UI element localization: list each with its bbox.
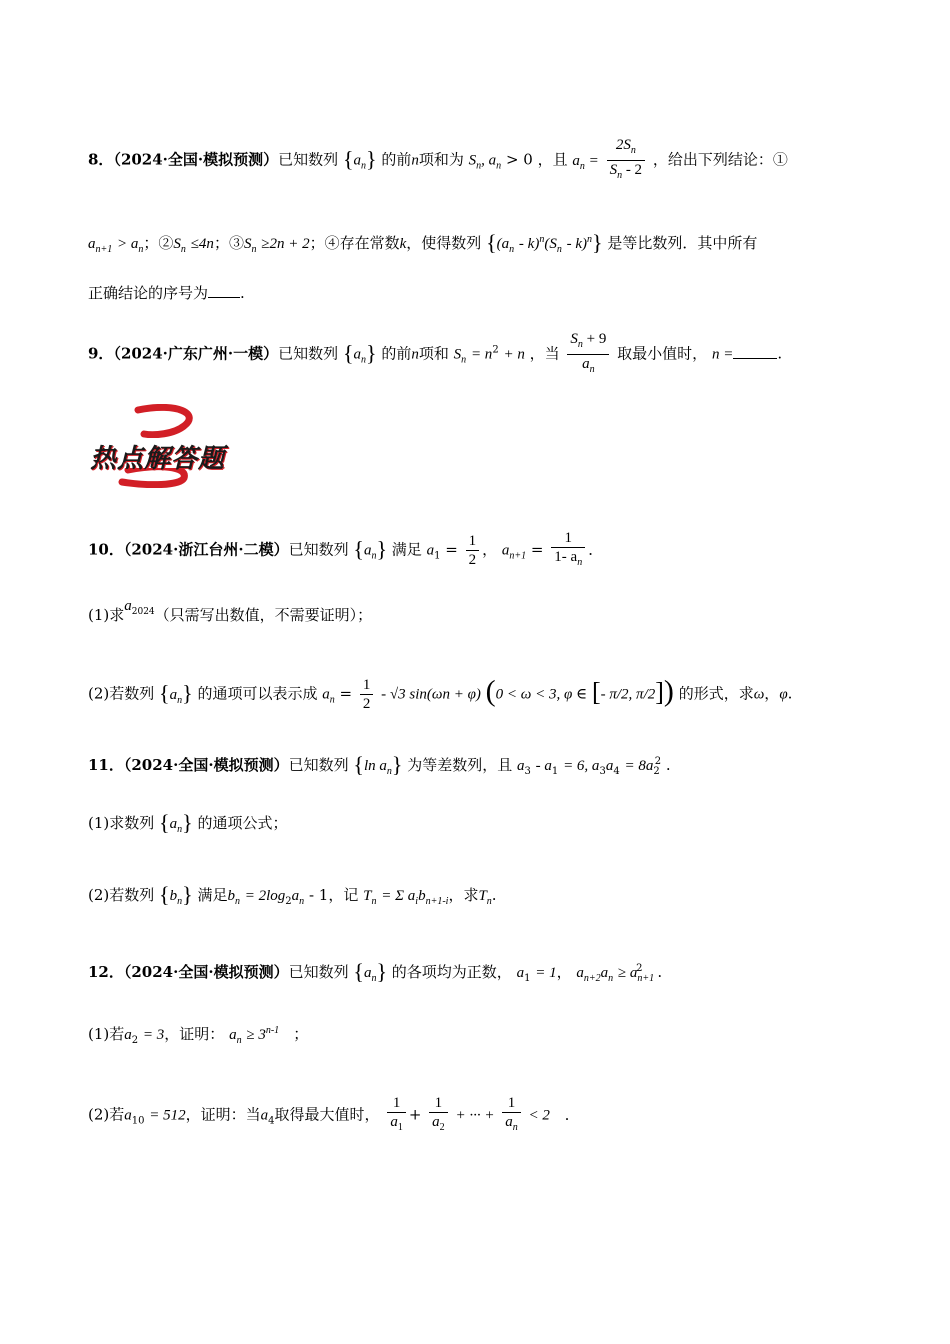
fnum: 1 bbox=[466, 532, 480, 551]
q8-text: 正确结论的序号为 bbox=[88, 284, 209, 302]
q8-text: ，且 bbox=[537, 150, 568, 169]
brace: { bbox=[486, 230, 497, 255]
fraction: $\frac{1}{a_1}$ bbox=[387, 1094, 406, 1137]
dot: . bbox=[787, 684, 793, 703]
q12-number: 12． bbox=[88, 963, 124, 981]
dot: . bbox=[564, 1105, 570, 1124]
brace: } bbox=[376, 536, 387, 562]
brace: } bbox=[182, 882, 193, 907]
q10-part2: (2)若数列 $\{a_n\}$ 的通项可以表示成 $a_n$ = $\frac{1}{2}$ - √3 sin(ωn + φ) (0 < ω < 3, φ ∈ [- π/2, π/2]) 的形式，求ω，φ. bbox=[88, 674, 793, 712]
q10-text: (1)求 bbox=[88, 606, 125, 624]
var-a: a bbox=[124, 598, 132, 614]
q9-text: ，当 bbox=[529, 344, 560, 363]
q9-text: 已知数列 bbox=[278, 344, 339, 363]
answer-blank[interactable] bbox=[733, 344, 777, 359]
q10-line1: 10．（2024·浙江台州·二模）已知数列 $\{a_n\}$ 满足 $a_1$ = $\frac{1}{2}$ ， $a_{n+1}$ = $\frac{1}{1- a_n}$ ． bbox=[88, 529, 603, 572]
cond: > 0 bbox=[505, 150, 533, 169]
section-logo bbox=[88, 404, 238, 488]
seq-a: $a_n$ bbox=[169, 816, 183, 835]
q12-text: 已知数列 bbox=[288, 963, 349, 981]
eq: = 1 bbox=[535, 965, 557, 981]
var-a: a bbox=[124, 1107, 132, 1124]
dot: . bbox=[491, 886, 497, 904]
q9-number: 9． bbox=[88, 344, 114, 363]
section-title-text: 热点解答题 bbox=[90, 444, 226, 474]
fnum: 1 bbox=[387, 1094, 406, 1113]
q9-source: （2024·广东广州·一模） bbox=[113, 344, 279, 363]
minus-one: - 1 bbox=[308, 886, 329, 904]
eq: = bbox=[445, 540, 458, 559]
seq-a: a bbox=[353, 346, 361, 363]
expr: (a bbox=[496, 236, 510, 252]
fden2: - 2 bbox=[625, 162, 643, 178]
fden: a bbox=[505, 1114, 513, 1130]
seq-a: $a_n$ bbox=[169, 686, 183, 706]
brace: { bbox=[159, 882, 170, 907]
var-a: a bbox=[501, 542, 510, 559]
var-a: $a_n$ = bbox=[572, 152, 599, 172]
eq-a1: - a bbox=[535, 758, 552, 774]
var-a: a bbox=[124, 1027, 132, 1043]
brace: } bbox=[366, 340, 377, 366]
dot: ． bbox=[588, 540, 604, 559]
seq-ln: ln a bbox=[363, 758, 387, 774]
var-a: a bbox=[516, 965, 525, 981]
q10-text: 的通项可以表示成 bbox=[197, 684, 318, 703]
fnum2: + 9 bbox=[586, 331, 607, 347]
fraction bbox=[466, 532, 480, 569]
q12-line1: 12．（2024·全国·模拟预测）已知数列 $\{a_n\}$ 的各项均为正数， $a_1 = 1$， $a_{n+2}a_n \ge a_{n+1}^2$ . bbox=[88, 959, 663, 984]
eq-a4: a bbox=[605, 758, 614, 774]
fnum: 1 bbox=[429, 1094, 448, 1113]
var-a: a bbox=[260, 1107, 269, 1124]
omega: ω bbox=[753, 686, 765, 703]
dot: . bbox=[665, 756, 671, 774]
expr4: - k) bbox=[566, 236, 588, 252]
var-a: a bbox=[291, 888, 300, 904]
var-n: n bbox=[411, 346, 419, 363]
q9-text: . bbox=[777, 344, 783, 363]
q10-text: 的形式，求 bbox=[678, 684, 754, 703]
var-s: S bbox=[453, 346, 462, 363]
brace: } bbox=[182, 810, 193, 835]
fden: S bbox=[609, 162, 618, 178]
q9-text: 的前 bbox=[381, 344, 412, 363]
eq-part: = 6, a bbox=[563, 758, 600, 774]
q8-text: 的前 bbox=[381, 150, 412, 169]
interval: - π/2, π/2 bbox=[600, 686, 656, 703]
sn2: = n bbox=[470, 346, 493, 363]
q8-text: 已知数列 bbox=[278, 150, 339, 169]
q8-line1: 8．（2024·全国·模拟预测）已知数列 $\{a_n\}$ 的前n项和为 $S_n$, $a_n > 0$ ，且 $a_n$ = $\frac{2S_n}{S_n - 2}$ ，给出下列结论：① bbox=[88, 136, 788, 185]
fraction: $\frac{2S_n}{S_n - 2}$ bbox=[607, 136, 646, 185]
brace: { bbox=[353, 536, 364, 562]
dot: . bbox=[657, 963, 663, 981]
eq-part: = 8a bbox=[624, 758, 654, 774]
eq-a3: a bbox=[517, 758, 525, 774]
var-a: , a bbox=[481, 152, 497, 169]
ellipsis: + ··· + bbox=[455, 1107, 495, 1124]
q12-text: (2)若 bbox=[88, 1105, 125, 1124]
log: = 2log bbox=[244, 888, 286, 904]
brace: { bbox=[159, 680, 170, 706]
q10-source: （2024·浙江台州·二模） bbox=[123, 540, 289, 559]
var-a: a bbox=[426, 542, 435, 559]
expr3: (S bbox=[544, 236, 557, 252]
var-s: S bbox=[468, 152, 477, 169]
q12-text: 的各项均为正数， bbox=[391, 963, 512, 981]
q8-text: . bbox=[240, 284, 245, 302]
var-n: n bbox=[411, 152, 419, 169]
q10-number: 10． bbox=[88, 540, 124, 559]
fden: 2 bbox=[468, 552, 477, 568]
q12-text: (1)若 bbox=[88, 1025, 125, 1043]
fnum: 1 bbox=[551, 529, 585, 548]
fden: 1- a bbox=[554, 549, 578, 565]
q11-text: ，记 bbox=[328, 886, 359, 904]
paren: ( bbox=[485, 674, 496, 708]
var-a: a bbox=[322, 686, 330, 703]
q11-part2: (2)若数列 $\{b_n\}$ 满足$b_n = 2\log_2a_n - 1$，记 $T_n = \Sigma$ $a_ib_{n+1-i}$，求$T_n$. bbox=[88, 882, 497, 907]
seq-a: a bbox=[353, 152, 361, 169]
q8-text: ，使得数列 bbox=[406, 234, 482, 252]
q12-text: ； bbox=[293, 1025, 309, 1043]
var-t: T bbox=[363, 888, 372, 904]
r3b: ≥2n + 2 bbox=[261, 236, 310, 252]
q11-text: (1)求数列 bbox=[88, 814, 155, 832]
q11-text: 满足 bbox=[197, 886, 228, 904]
brace: { bbox=[353, 752, 364, 777]
q11-text: (2)若数列 bbox=[88, 886, 155, 904]
fnum: 1 bbox=[360, 676, 374, 695]
q11-line1: 11．（2024·全国·模拟预测）已知数列 {ln $a_n$} 为等差数列，且 $a_3 - a_1 = 6$, $a_3a_4 = 8a_2^2$ . bbox=[88, 752, 671, 777]
q8-line2: $a_{n+1} > a_n$；$②S_n \le 4n$；$③S_n \ge 2n + 2$；④存在常数k，使得数列 $\{(a_n - k)^n(S_n - k)^n\}$ 是等比数列．其中所有 bbox=[88, 230, 758, 255]
q8-source: （2024·全国·模拟预测） bbox=[113, 150, 279, 169]
q12-text: 取得最大值时， bbox=[274, 1105, 380, 1124]
fden: 2 bbox=[362, 696, 371, 712]
var-a: a bbox=[600, 965, 609, 981]
brace: { bbox=[159, 810, 170, 835]
q11-text: ，求 bbox=[448, 886, 479, 904]
section-title bbox=[90, 438, 225, 475]
var-k: k bbox=[399, 236, 407, 252]
q8-line3 bbox=[88, 282, 245, 304]
q8-text: ；④存在常数 bbox=[309, 234, 400, 252]
var-a: a bbox=[229, 1027, 237, 1043]
q10-text: 已知数列 bbox=[288, 540, 349, 559]
q8-text: ，给出下列结论：① bbox=[652, 150, 788, 169]
r1b: > a bbox=[117, 236, 139, 252]
comma: ， bbox=[764, 684, 780, 703]
seq-a: a bbox=[363, 542, 372, 559]
q11-number: 11． bbox=[88, 756, 124, 774]
seq-a: a bbox=[363, 965, 372, 981]
bracket: ] bbox=[655, 677, 664, 707]
q12-part1: (1)若$a_2 = 3$，证明： $a_n \ge 3^{n-1}$ ； bbox=[88, 1025, 309, 1046]
brace: { bbox=[353, 959, 364, 984]
eq: = 3 bbox=[142, 1027, 165, 1043]
q9-text: 取最小值时， bbox=[617, 344, 708, 363]
ineq: < 2 bbox=[528, 1107, 550, 1124]
q8-text: 项和为 bbox=[418, 150, 464, 169]
q8-number: 8． bbox=[88, 150, 114, 169]
q10-text: （只需写出数值，不需要证明）； bbox=[154, 606, 373, 624]
q8-text: ；② bbox=[143, 234, 174, 252]
q12-text: ，证明： bbox=[164, 1025, 225, 1043]
q10-part1: (1)求$a_{2024}$（只需写出数值，不需要证明）； bbox=[88, 598, 373, 624]
fraction: $\frac{1}{1- a_n}$ bbox=[551, 529, 585, 572]
q11-text: 已知数列 bbox=[288, 756, 349, 774]
var-b: b bbox=[227, 888, 235, 904]
paren: ) bbox=[663, 674, 674, 708]
q12-text: ，证明：当 bbox=[185, 1105, 261, 1124]
brace: } bbox=[366, 146, 377, 172]
constraint: 0 < ω < 3, φ ∈ bbox=[495, 686, 588, 703]
comma: ， bbox=[482, 540, 498, 559]
var-a: a bbox=[576, 965, 584, 981]
r1: a bbox=[88, 236, 96, 252]
r2: S bbox=[173, 236, 181, 252]
r3: S bbox=[243, 236, 252, 252]
eq: = bbox=[339, 684, 353, 703]
fnum: 2S bbox=[615, 137, 631, 153]
brace: } bbox=[182, 680, 193, 706]
fraction: $\frac{1}{a_2}$ bbox=[429, 1094, 448, 1137]
fden: a bbox=[582, 356, 590, 372]
fraction: $\frac{1}{a_n}$ bbox=[502, 1094, 521, 1137]
sum: = Σ a bbox=[381, 888, 416, 904]
expr2: - k) bbox=[518, 236, 540, 252]
eq: = bbox=[530, 540, 544, 559]
var-b: b bbox=[418, 888, 426, 904]
brace: { bbox=[342, 340, 354, 366]
q12-source: （2024·全国·模拟预测） bbox=[123, 963, 289, 981]
fraction bbox=[360, 676, 374, 713]
brace: } bbox=[391, 752, 403, 777]
q9-line1: 9．（2024·广东广州·一模）已知数列 $\{a_n\}$ 的前n项和 $S_n = n^2 + n$ ，当 $\frac{S_n + 9}{a_n}$ 取最小值时， n = . bbox=[88, 330, 782, 379]
brace: } bbox=[592, 230, 603, 255]
fraction: $\frac{S_n + 9}{a_n}$ bbox=[567, 330, 609, 379]
q12-part2: (2)若$a_{10} = 512$，证明：当$a_4$取得最大值时， $\frac{1}{a_1}$ + $\frac{1}{a_2}$ + ··· + $\frac{1}{a_n}$ < 2 . bbox=[88, 1094, 569, 1137]
eq: = 512 bbox=[149, 1107, 186, 1124]
fden: a bbox=[390, 1114, 398, 1130]
brace: } bbox=[376, 959, 387, 984]
var-t: T bbox=[478, 888, 487, 904]
var-n: n = bbox=[711, 346, 734, 363]
ineq: ≥ a bbox=[617, 965, 638, 981]
bracket: [ bbox=[591, 677, 601, 707]
seq-b: b bbox=[169, 888, 178, 904]
q11-text: 为等差数列，且 bbox=[407, 756, 513, 774]
q10-text: (2)若数列 bbox=[88, 684, 155, 703]
sn3: + n bbox=[503, 346, 525, 363]
phi: φ bbox=[779, 686, 788, 703]
r2b: ≤4n bbox=[190, 236, 214, 252]
q8-text: 是等比数列．其中所有 bbox=[607, 234, 758, 252]
q10-text: 满足 bbox=[391, 540, 422, 559]
brace: { bbox=[342, 146, 354, 172]
q8-text: ；③ bbox=[213, 234, 244, 252]
q11-part1 bbox=[88, 812, 287, 841]
answer-blank[interactable] bbox=[208, 283, 240, 298]
formula: - √3 sin(ωn + φ) bbox=[381, 686, 481, 703]
ineq: ≥ 3 bbox=[246, 1027, 266, 1043]
q11-text: 的通项公式； bbox=[197, 814, 288, 832]
fnum: 1 bbox=[502, 1094, 521, 1113]
fden: a bbox=[432, 1114, 440, 1130]
fnum: S bbox=[570, 331, 578, 347]
q11-source: （2024·全国·模拟预测） bbox=[123, 756, 289, 774]
q9-text: 项和 bbox=[418, 344, 449, 363]
